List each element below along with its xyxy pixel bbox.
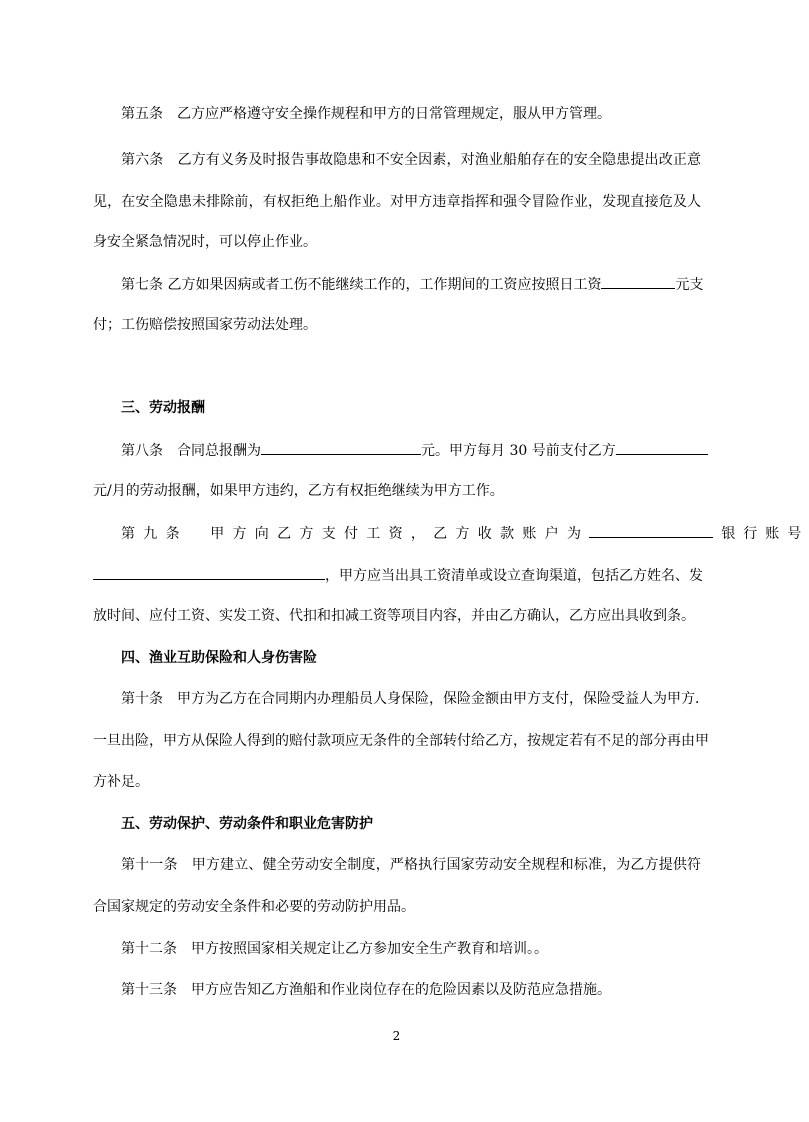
account-blank[interactable] xyxy=(589,523,713,538)
monthly-pay-blank[interactable] xyxy=(616,440,708,455)
page-number: 2 xyxy=(392,1029,401,1043)
article-6-line-1: 第六条 乙方有义务及时报告事故隐患和不安全因素，对渔业船舶存在的安全隐患提出改正意 xyxy=(121,152,701,168)
article-9-line-1 xyxy=(121,523,809,544)
article-9-text-a: 第九条 甲方向乙方支付工资，乙方收款账户为 xyxy=(121,526,590,542)
section-4-heading: 四、渔业互助保险和人身伤害险 xyxy=(121,650,317,666)
article-8-text-b: 元。甲方每月 30 号前支付乙方 xyxy=(421,443,616,459)
article-8-line-2: 元/月的劳动报酬，如果甲方违约，乙方有权拒绝继续为甲方工作。 xyxy=(93,483,504,499)
bank-account-blank[interactable] xyxy=(93,565,325,580)
article-12: 第十二条 甲方按照国家相关规定让乙方参加安全生产教育和培训。。 xyxy=(121,941,548,957)
daily-wage-blank[interactable] xyxy=(601,274,675,289)
article-10-line-1: 第十条 甲方为乙方在合同期内办理船员人身保险，保险金额由甲方支付，保险受益人为甲方． xyxy=(121,691,709,707)
article-7-line-1 xyxy=(121,274,704,295)
article-13: 第十三条 甲方应告知乙方渔船和作业岗位存在的危险因素以及防范应急措施。 xyxy=(121,982,611,998)
article-7-text-a: 第七条 乙方如果因病或者工伤不能继续工作的，工作期间的工资应按照日工资 xyxy=(121,277,602,293)
article-9-line-3: 放时间、应付工资、实发工资、代扣和扣减工资等项目内容，并由乙方确认，乙方应出具收到条。 xyxy=(93,608,695,624)
section-3-heading: 三、劳动报酬 xyxy=(121,400,205,416)
article-10-line-2: 一旦出险，甲方从保险人得到的赔付款项应无条件的全部转付给乙方，按规定若有不足的部分再由甲 xyxy=(93,733,709,749)
section-5-heading: 五、劳动保护、劳动条件和职业危害防护 xyxy=(121,816,373,832)
article-11-line-1: 第十一条 甲方建立、健全劳动安全制度，严格执行国家劳动安全规程和标准，为乙方提供符 xyxy=(121,857,701,873)
article-10-line-3: 方补足。 xyxy=(93,774,149,790)
article-5: 第五条 乙方应严格遵守安全操作规程和甲方的日常管理规定，服从甲方管理。 xyxy=(121,106,611,122)
article-6-line-3: 身安全紧急情况时，可以停止作业。 xyxy=(93,234,317,250)
article-9-text-c: ，甲方应当出具工资清单或设立查询渠道，包括乙方姓名、发 xyxy=(325,568,703,584)
article-9-text-b: 银行账号 xyxy=(721,526,809,542)
article-9-line-2 xyxy=(93,565,701,586)
article-7-line-2: 付；工伤赔偿按照国家劳动法处理。 xyxy=(93,317,317,333)
article-8-line-1 xyxy=(121,440,701,461)
article-8-text-a: 第八条 合同总报酬为 xyxy=(121,443,261,459)
article-7-text-b: 元支 xyxy=(675,277,704,293)
article-11-line-2: 合国家规定的劳动安全条件和必要的劳动防护用品。 xyxy=(93,899,415,915)
article-6-line-2: 见，在安全隐患未排除前，有权拒绝上船作业。对甲方违章指挥和强令冒险作业，发现直接危及人 xyxy=(93,194,701,210)
total-pay-blank[interactable] xyxy=(261,440,421,455)
